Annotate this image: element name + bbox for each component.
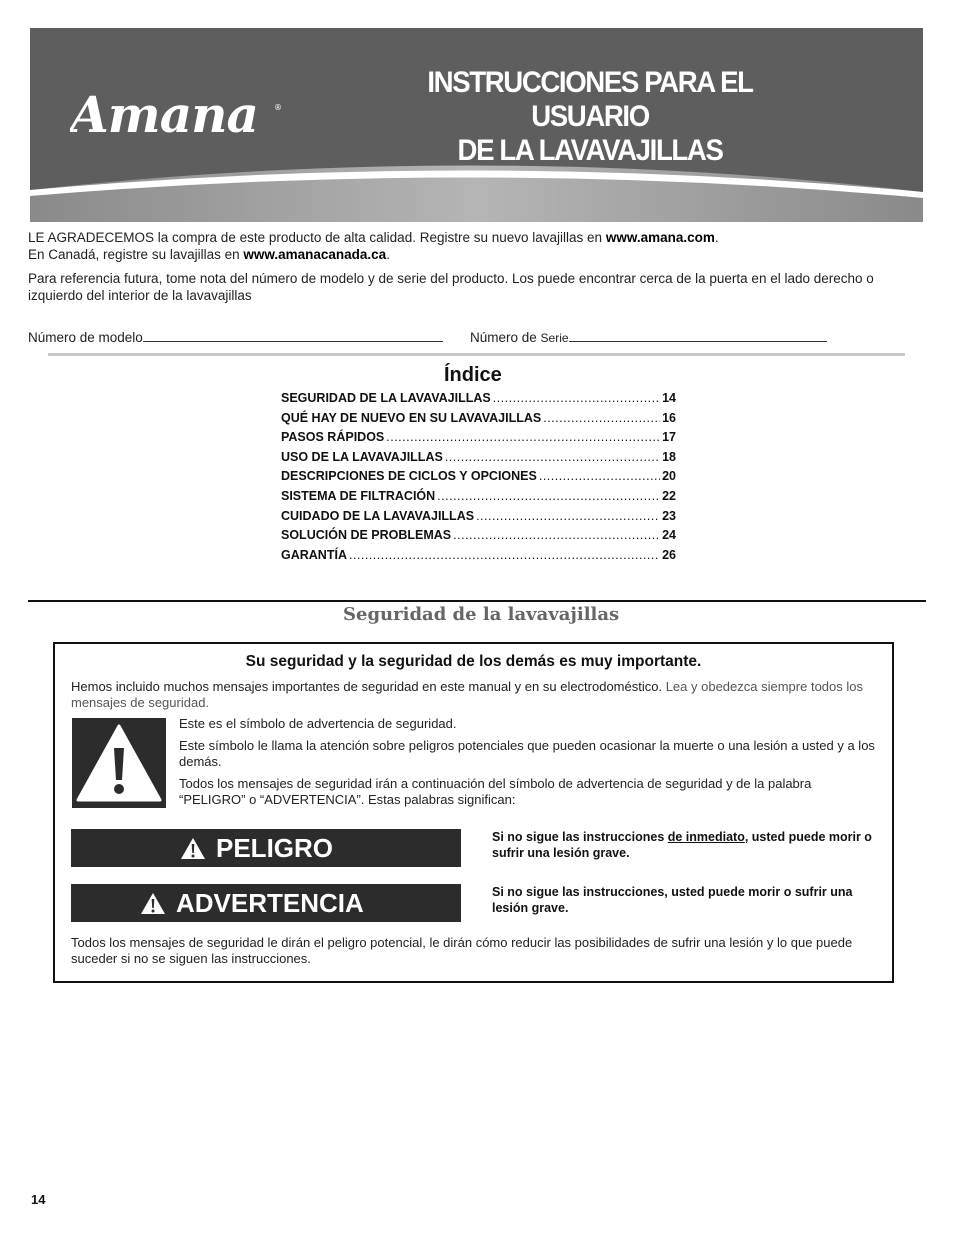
toc-item-label: SISTEMA DE FILTRACIÓN bbox=[281, 488, 436, 503]
warning-description: Si no sigue las instrucciones, usted puede morir o sufrir una lesión grave. bbox=[492, 885, 853, 915]
toc-item-page: 22 bbox=[662, 488, 676, 503]
section-divider bbox=[28, 600, 926, 602]
toc-leader-dots bbox=[476, 509, 660, 523]
safety-alert-symbol bbox=[72, 718, 166, 808]
toc-item[interactable] bbox=[281, 391, 676, 411]
safety-footer: Todos los mensajes de seguridad le dirán el peligro potencial, le dirán cómo reducir las posibilidades de sufrir una lesión y lo que puede suceder si no se siguen las instrucciones. bbox=[71, 935, 853, 966]
toc-item-label: USO DE LA LAVAVAJILLAS bbox=[281, 449, 443, 464]
toc-item[interactable] bbox=[281, 430, 676, 450]
toc-item-page: 24 bbox=[662, 528, 676, 543]
title-line-1: INSTRUCCIONES PARA EL USUARIO bbox=[427, 66, 753, 133]
intro-paragraph-register: LE AGRADECEMOS la compra de este producto de alta calidad. Registre su nuevo lavajillas en www.amana.com. En Canadá, registre su lavajillas en www.amanacanada.ca. bbox=[28, 230, 719, 262]
toc-item-page: 14 bbox=[662, 391, 676, 405]
toc-item-page: 17 bbox=[662, 430, 676, 445]
amanacanada-link[interactable]: www.amanacanada.ca bbox=[243, 247, 387, 262]
toc-leader-dots bbox=[437, 489, 660, 503]
toc-item-page: 18 bbox=[662, 449, 676, 464]
toc-item[interactable] bbox=[281, 450, 676, 470]
header-banner bbox=[0, 0, 954, 230]
model-number-field: Número de modelo bbox=[28, 328, 443, 345]
toc-item-label: SOLUCIÓN DE PROBLEMAS bbox=[281, 528, 452, 543]
toc-leader-dots bbox=[349, 548, 660, 562]
toc-item-label: QUÉ HAY DE NUEVO EN SU LAVAVAJILLAS bbox=[281, 410, 542, 425]
danger-sign bbox=[71, 829, 461, 867]
page-title bbox=[369, 66, 811, 168]
model-number-line[interactable] bbox=[143, 328, 443, 342]
danger-word: PELIGRO bbox=[216, 832, 334, 863]
danger-description: Si no sigue las instrucciones de inmediato, usted puede morir o sufrir una lesión grave. bbox=[492, 830, 872, 860]
serial-number-field: Número de Serie bbox=[470, 328, 827, 345]
warning-sign bbox=[71, 884, 461, 922]
toc-leader-dots bbox=[539, 469, 660, 483]
amana-link[interactable]: www.amana.com bbox=[605, 230, 715, 245]
toc-item-page: 23 bbox=[662, 508, 676, 523]
toc-leader-dots bbox=[493, 391, 660, 405]
section-title: Seguridad de la lavavajillas bbox=[343, 604, 620, 625]
toc-item-label: CUIDADO DE LA LAVAVAJILLAS bbox=[281, 508, 475, 523]
title-line-2: DE LA LAVAVAJILLAS bbox=[457, 134, 723, 167]
svg-text:®: ® bbox=[274, 103, 282, 112]
toc-item[interactable] bbox=[281, 528, 676, 548]
safety-intro: Hemos incluido muchos mensajes importantes de seguridad en este manual y en su electrodoméstico. Lea y obedezca siempre todos los mensajes de seguridad. bbox=[71, 679, 863, 710]
symbol-explanation: Este es el símbolo de advertencia de seguridad. Este símbolo le llama la atención sobre peligros potenciales que pueden ocasionar la muerte o una lesión a usted y a los demás. Todos los mensajes de seguridad irán a continuación del símbolo de advertencia de seguridad y de la palabra “PELIGRO” o “ADVERTENCIA”. Estas palabras significan: bbox=[179, 716, 875, 807]
safety-heading: Su seguridad y la seguridad de los demás es muy importante. bbox=[245, 653, 702, 670]
toc-item-page: 26 bbox=[662, 547, 676, 562]
toc-item-label: SEGURIDAD DE LA LAVAVAJILLAS bbox=[281, 391, 491, 405]
warning-triangle-icon bbox=[72, 718, 166, 808]
divider bbox=[48, 353, 905, 356]
svg-text:Amana: Amana bbox=[70, 88, 258, 140]
toc-title: Índice bbox=[444, 364, 502, 386]
toc-item[interactable] bbox=[281, 509, 676, 529]
intro-text bbox=[28, 229, 928, 311]
toc-item-page: 16 bbox=[662, 410, 676, 425]
toc-leader-dots bbox=[543, 411, 660, 425]
page-number: 14 bbox=[31, 1192, 46, 1207]
warning-word: ADVERTENCIA bbox=[176, 887, 364, 918]
toc-item[interactable] bbox=[281, 548, 676, 568]
toc-item[interactable] bbox=[281, 489, 676, 509]
table-of-contents bbox=[281, 391, 676, 567]
toc-leader-dots bbox=[453, 528, 660, 542]
toc-leader-dots bbox=[386, 430, 660, 444]
toc-leader-dots bbox=[445, 450, 660, 464]
toc-item-page: 20 bbox=[662, 469, 676, 484]
safety-box bbox=[53, 642, 894, 983]
toc-item-label: DESCRIPCIONES DE CICLOS Y OPCIONES bbox=[281, 469, 537, 484]
intro-paragraph-reference: Para referencia futura, tome nota del número de modelo y de serie del producto. Los puede encontrar cerca de la puerta en el lado derecho o izquierdo del interior de la lavavajillas bbox=[28, 271, 874, 303]
toc-item[interactable] bbox=[281, 469, 676, 489]
toc-item-label: PASOS RÁPIDOS bbox=[281, 430, 385, 445]
warning-triangle-icon bbox=[180, 837, 206, 860]
toc-item[interactable] bbox=[281, 411, 676, 431]
serial-number-line[interactable] bbox=[569, 328, 827, 342]
toc-item-label: GARANTÍA bbox=[281, 547, 347, 562]
warning-triangle-icon bbox=[140, 892, 166, 915]
